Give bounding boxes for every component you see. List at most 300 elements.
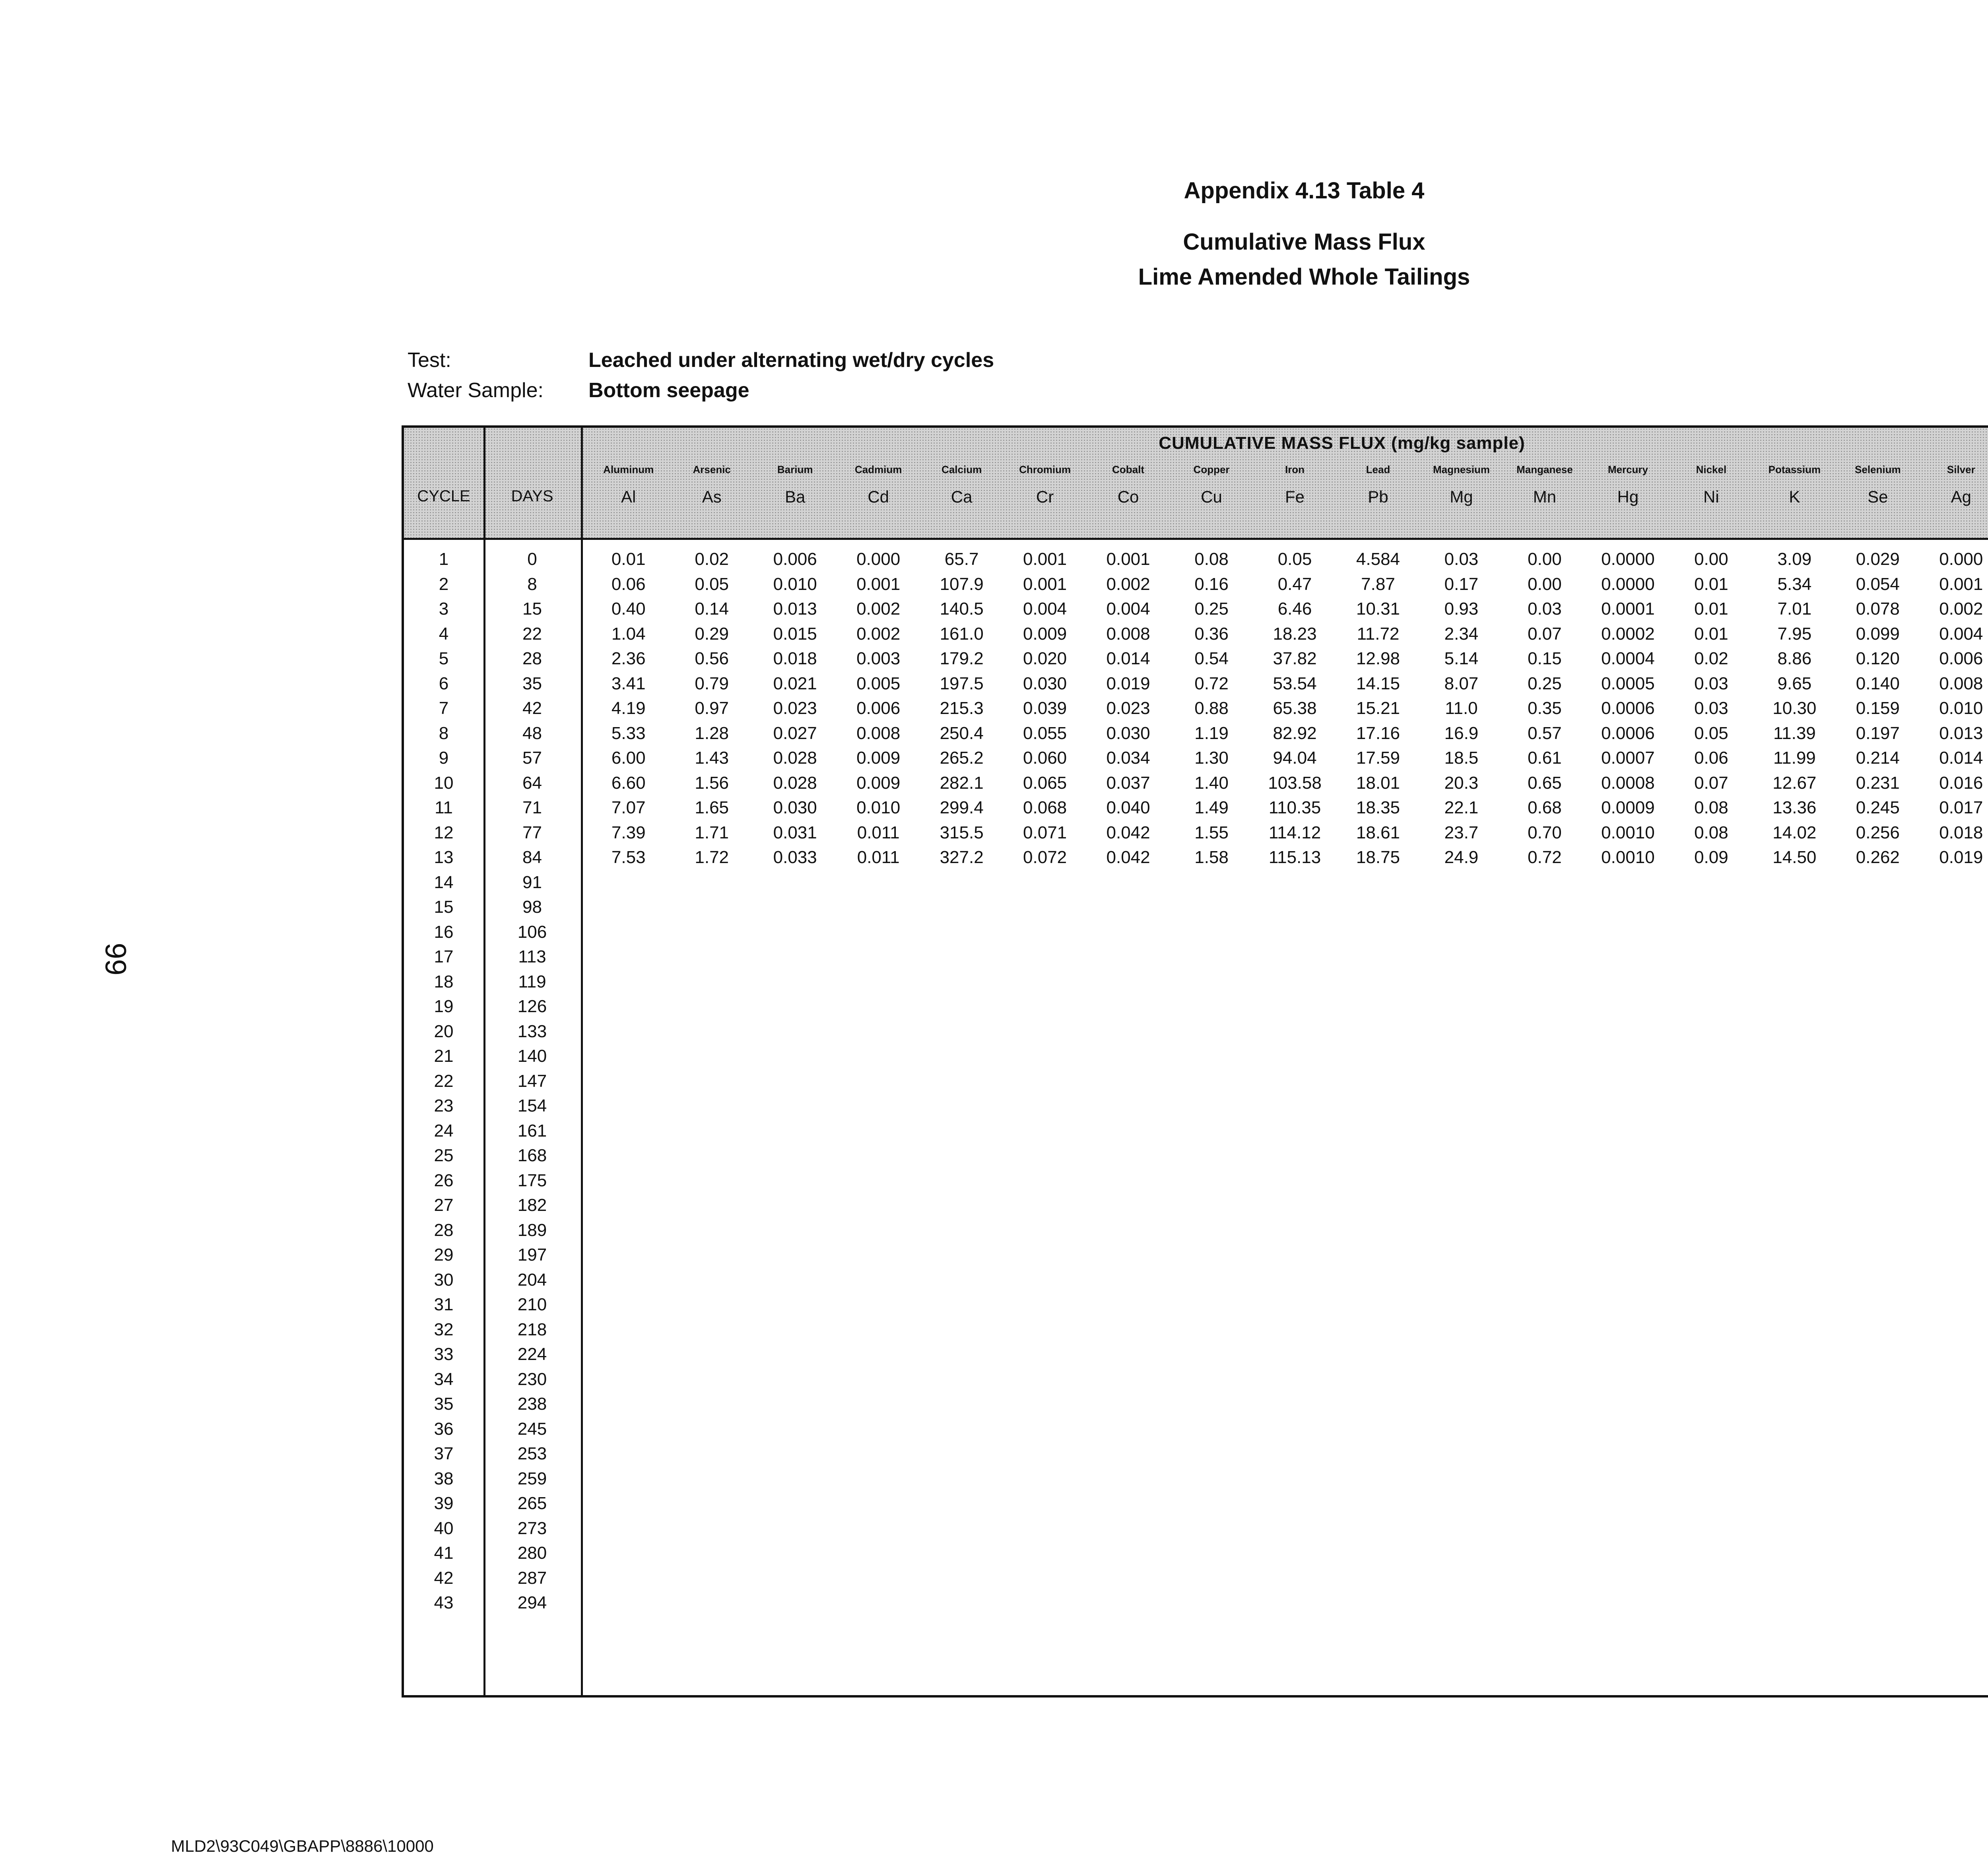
value-cell: 250.4 — [940, 723, 984, 743]
value-cell: 0.002 — [1939, 599, 1983, 619]
days-cell: 224 — [517, 1344, 547, 1364]
value-cell: 0.0008 — [1601, 773, 1655, 793]
cycle-cell: 6 — [439, 673, 449, 693]
value-cell: 18.5 — [1444, 748, 1479, 768]
cycle-cell: 14 — [434, 872, 454, 892]
cycle-cell: 33 — [434, 1344, 454, 1364]
element-name: Magnesium — [1433, 464, 1490, 475]
cycle-cell: 8 — [439, 723, 449, 743]
value-cell: 1.30 — [1194, 748, 1229, 768]
table-subtitle-1: Cumulative Mass Flux — [1183, 229, 1425, 255]
value-cell: 0.071 — [1023, 823, 1067, 842]
cycle-cell: 20 — [434, 1021, 454, 1041]
value-cell: 0.06 — [1694, 748, 1728, 768]
value-cell: 0.019 — [1939, 848, 1983, 867]
value-cell: 0.078 — [1856, 599, 1900, 619]
value-cell: 0.40 — [611, 599, 646, 619]
element-symbol: Hg — [1617, 487, 1639, 506]
value-cell: 0.002 — [1106, 574, 1150, 594]
value-cell: 0.027 — [773, 723, 817, 743]
value-cell: 327.2 — [940, 848, 984, 867]
element-name: Nickel — [1696, 464, 1727, 475]
value-cell: 0.0010 — [1601, 848, 1655, 867]
value-cell: 0.004 — [1106, 599, 1150, 619]
days-cell: 182 — [517, 1195, 547, 1215]
value-cell: 0.06 — [611, 574, 646, 594]
value-cell: 10.30 — [1773, 698, 1817, 718]
value-cell: 0.099 — [1856, 624, 1900, 644]
value-cell: 1.55 — [1194, 823, 1229, 842]
water-sample-label: Water Sample: — [408, 379, 544, 402]
element-symbol: Co — [1117, 487, 1139, 506]
value-cell: 0.014 — [1939, 748, 1983, 768]
value-cell: 0.068 — [1023, 798, 1067, 817]
element-name: Silver — [1947, 464, 1975, 475]
cycle-cell: 43 — [434, 1593, 454, 1612]
cycle-cell: 5 — [439, 649, 449, 668]
days-cell: 210 — [517, 1295, 547, 1314]
value-cell: 0.031 — [773, 823, 817, 842]
value-cell: 7.01 — [1777, 599, 1812, 619]
value-cell: 0.16 — [1194, 574, 1229, 594]
value-cell: 0.245 — [1856, 798, 1900, 817]
value-cell: 7.87 — [1361, 574, 1395, 594]
value-cell: 11.0 — [1445, 698, 1478, 718]
value-cell: 0.065 — [1023, 773, 1067, 793]
value-cell: 1.58 — [1194, 848, 1229, 867]
element-name: Manganese — [1516, 464, 1573, 475]
value-cell: 8.86 — [1777, 649, 1812, 668]
value-cell: 65.7 — [944, 549, 979, 569]
days-cell: 133 — [517, 1021, 547, 1041]
cycle-cell: 38 — [434, 1469, 454, 1488]
days-cell: 8 — [527, 574, 537, 594]
element-name: Mercury — [1607, 464, 1648, 475]
days-cell: 168 — [517, 1146, 547, 1165]
element-header — [1170, 428, 1253, 538]
value-cell: 0.001 — [1023, 549, 1067, 569]
element-header — [1336, 428, 1419, 538]
value-cell: 65.38 — [1273, 698, 1317, 718]
cycle-cell: 2 — [439, 574, 449, 594]
cycle-cell: 3 — [439, 599, 449, 619]
cycle-cell: 36 — [434, 1419, 454, 1439]
days-cell: 259 — [517, 1469, 547, 1488]
days-cell: 48 — [522, 723, 542, 743]
value-cell: 0.013 — [1939, 723, 1983, 743]
document-code: MLD2\93C049\GBAPP\8886\10000 — [171, 1837, 434, 1855]
cycle-cell: 23 — [434, 1096, 454, 1116]
value-cell: 0.002 — [856, 624, 901, 644]
cycle-cell: 35 — [434, 1394, 454, 1414]
element-name: Chromium — [1019, 464, 1071, 475]
value-cell: 0.072 — [1023, 848, 1067, 867]
value-cell: 0.09 — [1694, 848, 1728, 867]
element-header — [837, 428, 920, 538]
value-cell: 0.0006 — [1601, 723, 1655, 743]
value-cell: 179.2 — [940, 649, 984, 668]
days-cell: 245 — [517, 1419, 547, 1439]
days-cell: 294 — [517, 1593, 547, 1612]
value-cell: 0.029 — [1856, 549, 1900, 569]
value-cell: 4.19 — [611, 698, 646, 718]
value-cell: 0.72 — [1528, 848, 1562, 867]
value-cell: 5.33 — [611, 723, 646, 743]
group-header: CUMULATIVE MASS FLUX (mg/kg sample) — [1159, 433, 1525, 453]
element-name: Barium — [777, 464, 813, 475]
value-cell: 0.011 — [857, 848, 900, 867]
days-cell: 15 — [522, 599, 542, 619]
value-cell: 0.042 — [1106, 848, 1150, 867]
value-cell: 0.002 — [856, 599, 901, 619]
value-cell: 7.95 — [1777, 624, 1812, 644]
element-symbol: Mn — [1533, 487, 1557, 506]
cycle-cell: 10 — [434, 773, 454, 793]
value-cell: 1.28 — [695, 723, 729, 743]
value-cell: 0.03 — [1444, 549, 1479, 569]
cycle-cell: 29 — [434, 1245, 454, 1265]
element-symbol: Pb — [1368, 487, 1388, 506]
days-cell: 175 — [517, 1170, 547, 1190]
days-cell: 147 — [517, 1071, 547, 1091]
element-name: Cobalt — [1112, 464, 1144, 475]
value-cell: 0.006 — [773, 549, 817, 569]
element-header — [920, 428, 1003, 538]
value-cell: 14.15 — [1356, 673, 1400, 693]
value-cell: 0.016 — [1939, 773, 1983, 793]
days-cell: 0 — [527, 549, 537, 569]
value-cell: 0.023 — [1106, 698, 1150, 718]
value-cell: 0.0009 — [1601, 798, 1655, 817]
value-cell: 0.060 — [1023, 748, 1067, 768]
value-cell: 1.56 — [695, 773, 729, 793]
days-cell: 140 — [517, 1046, 547, 1066]
cycle-cell: 15 — [434, 897, 454, 917]
value-cell: 103.58 — [1268, 773, 1322, 793]
value-cell: 197.5 — [940, 673, 984, 693]
value-cell: 0.01 — [611, 549, 646, 569]
value-cell: 0.02 — [1694, 649, 1728, 668]
days-cell: 280 — [517, 1543, 547, 1563]
value-cell: 0.159 — [1856, 698, 1900, 718]
value-cell: 0.01 — [1694, 624, 1728, 644]
value-cell: 0.214 — [1856, 748, 1900, 768]
value-cell: 5.14 — [1444, 649, 1479, 668]
value-cell: 82.92 — [1273, 723, 1317, 743]
cycle-cell: 31 — [434, 1295, 454, 1314]
cycle-cell: 25 — [434, 1146, 454, 1165]
cycle-cell: 40 — [434, 1518, 454, 1538]
value-cell: 0.001 — [1106, 549, 1150, 569]
value-cell: 17.59 — [1356, 748, 1400, 768]
value-cell: 0.0007 — [1601, 748, 1655, 768]
document-titles — [0, 177, 1988, 295]
cycle-cell: 9 — [439, 748, 449, 768]
value-cell: 0.57 — [1528, 723, 1562, 743]
value-cell: 0.01 — [1694, 599, 1728, 619]
days-cell: 273 — [517, 1518, 547, 1538]
value-cell: 24.9 — [1444, 848, 1479, 867]
value-cell: 7.39 — [611, 823, 646, 842]
value-cell: 20.3 — [1444, 773, 1479, 793]
cycle-cell: 1 — [439, 549, 449, 569]
element-name: Aluminum — [603, 464, 654, 475]
value-cell: 0.120 — [1856, 649, 1900, 668]
value-cell: 1.71 — [695, 823, 729, 842]
value-cell: 14.02 — [1773, 823, 1817, 842]
value-cell: 0.00 — [1694, 549, 1728, 569]
table-subtitle-2: Lime Amended Whole Tailings — [1138, 264, 1470, 290]
value-cell: 9.65 — [1777, 673, 1812, 693]
element-symbol: K — [1789, 487, 1800, 506]
days-cell: 113 — [518, 947, 546, 966]
value-cell: 0.0000 — [1601, 549, 1655, 569]
value-cell: 0.014 — [1106, 649, 1150, 668]
value-cell: 3.09 — [1777, 549, 1812, 569]
value-cell: 1.40 — [1194, 773, 1229, 793]
days-cell: 91 — [522, 872, 542, 892]
value-cell: 13.36 — [1773, 798, 1817, 817]
days-cell: 42 — [522, 698, 542, 718]
value-cell: 0.021 — [773, 673, 817, 693]
value-cell: 0.15 — [1528, 649, 1562, 668]
test-label: Test: — [408, 349, 451, 372]
value-cell: 107.9 — [940, 574, 984, 594]
value-cell: 0.037 — [1106, 773, 1150, 793]
days-cell: 189 — [517, 1220, 547, 1240]
value-cell: 8.07 — [1444, 673, 1479, 693]
value-cell: 0.020 — [1023, 649, 1067, 668]
days-cell: 64 — [522, 773, 542, 793]
element-header — [1753, 428, 1836, 538]
value-cell: 7.53 — [611, 848, 646, 867]
value-cell: 0.028 — [773, 748, 817, 768]
value-cell: 12.98 — [1356, 649, 1400, 668]
days-cell: 98 — [522, 897, 542, 917]
value-cell: 0.006 — [1939, 649, 1983, 668]
value-cell: 0.14 — [695, 599, 729, 619]
test-metadata — [408, 345, 994, 405]
element-header — [1253, 428, 1336, 538]
value-cell: 23.7 — [1444, 823, 1479, 842]
value-cell: 1.72 — [695, 848, 729, 867]
value-cell: 0.009 — [856, 773, 901, 793]
days-cell: 77 — [522, 823, 542, 842]
cycle-cell: 18 — [434, 972, 454, 991]
cycle-cell: 7 — [439, 698, 449, 718]
value-cell: 161.0 — [940, 624, 984, 644]
days-cell: 57 — [522, 748, 542, 768]
element-symbol: Cr — [1036, 487, 1054, 506]
days-cell: 154 — [517, 1096, 547, 1116]
value-cell: 0.0002 — [1601, 624, 1655, 644]
column-divider — [581, 428, 583, 1695]
value-cell: 282.1 — [940, 773, 984, 793]
value-cell: 0.0001 — [1601, 599, 1655, 619]
value-cell: 0.009 — [856, 748, 901, 768]
cycle-cell: 22 — [434, 1071, 454, 1091]
value-cell: 0.0005 — [1601, 673, 1655, 693]
value-cell: 94.04 — [1273, 748, 1317, 768]
value-cell: 0.03 — [1694, 673, 1728, 693]
days-cell: 22 — [522, 624, 542, 644]
value-cell: 0.00 — [1528, 574, 1562, 594]
element-header — [1670, 428, 1753, 538]
value-cell: 0.017 — [1939, 798, 1983, 817]
value-cell: 0.36 — [1194, 624, 1229, 644]
appendix-title: Appendix 4.13 Table 4 — [1184, 178, 1425, 204]
value-cell: 0.000 — [856, 549, 901, 569]
value-cell: 0.197 — [1856, 723, 1900, 743]
element-symbol: Cu — [1201, 487, 1222, 506]
value-cell: 0.033 — [773, 848, 817, 867]
value-cell: 0.004 — [1023, 599, 1067, 619]
element-header — [670, 428, 753, 538]
value-cell: 1.04 — [611, 624, 646, 644]
value-cell: 215.3 — [940, 698, 984, 718]
value-cell: 0.0006 — [1601, 698, 1655, 718]
days-cell: 253 — [517, 1444, 547, 1463]
value-cell: 0.034 — [1106, 748, 1150, 768]
value-cell: 0.79 — [695, 673, 729, 693]
value-cell: 18.01 — [1356, 773, 1400, 793]
page-number: 99 — [99, 943, 132, 976]
value-cell: 18.75 — [1356, 848, 1400, 867]
element-symbol: Se — [1868, 487, 1888, 506]
value-cell: 18.35 — [1356, 798, 1400, 817]
value-cell: 0.07 — [1694, 773, 1728, 793]
cycle-cell: 21 — [434, 1046, 454, 1066]
value-cell: 0.006 — [856, 698, 901, 718]
cycle-cell: 30 — [434, 1270, 454, 1290]
element-name: Cadmium — [854, 464, 902, 475]
value-cell: 0.001 — [1939, 574, 1983, 594]
element-name: Calcium — [942, 464, 982, 475]
value-cell: 0.65 — [1528, 773, 1562, 793]
value-cell: 0.08 — [1694, 798, 1728, 817]
cycle-cell: 42 — [434, 1568, 454, 1588]
value-cell: 0.61 — [1528, 748, 1562, 768]
value-cell: 15.21 — [1356, 698, 1400, 718]
value-cell: 0.07 — [1528, 624, 1562, 644]
value-cell: 0.0004 — [1601, 649, 1655, 668]
value-cell: 0.003 — [856, 649, 901, 668]
test-value: Leached under alternating wet/dry cycles — [588, 349, 994, 372]
value-cell: 0.35 — [1528, 698, 1562, 718]
value-cell: 18.61 — [1356, 823, 1400, 842]
value-cell: 0.231 — [1856, 773, 1900, 793]
element-symbol: Ba — [784, 487, 806, 506]
value-cell: 0.010 — [773, 574, 817, 594]
value-cell: 11.39 — [1773, 723, 1816, 743]
value-cell: 0.140 — [1856, 673, 1900, 693]
value-cell: 37.82 — [1273, 649, 1317, 668]
days-cell: 106 — [517, 922, 547, 942]
cycle-cell: 32 — [434, 1319, 454, 1339]
value-cell: 7.07 — [611, 798, 646, 817]
days-cell: 218 — [517, 1319, 547, 1339]
days-cell: 119 — [518, 972, 546, 991]
value-cell: 0.008 — [1939, 673, 1983, 693]
cycle-cell: 39 — [434, 1494, 454, 1513]
element-symbol: Ca — [951, 487, 973, 506]
value-cell: 0.03 — [1528, 599, 1562, 619]
value-cell: 0.019 — [1106, 673, 1150, 693]
cycle-cell: 19 — [434, 997, 454, 1016]
value-cell: 0.023 — [773, 698, 817, 718]
value-cell: 0.010 — [1939, 698, 1983, 718]
value-cell: 18.23 — [1273, 624, 1317, 644]
value-cell: 53.54 — [1273, 673, 1317, 693]
element-symbol: Al — [621, 487, 636, 506]
mass-flux-table — [402, 425, 1988, 1698]
value-cell: 0.040 — [1106, 798, 1150, 817]
value-cell: 0.256 — [1856, 823, 1900, 842]
element-header — [1836, 428, 1919, 538]
cycle-cell: 13 — [434, 848, 454, 867]
cycle-cell: 16 — [434, 922, 454, 942]
cycle-cell: 17 — [434, 947, 454, 966]
value-cell: 1.43 — [695, 748, 729, 768]
value-cell: 0.001 — [856, 574, 901, 594]
value-cell: 0.015 — [773, 624, 817, 644]
cycle-cell: 28 — [434, 1220, 454, 1240]
value-cell: 0.055 — [1023, 723, 1067, 743]
value-cell: 6.60 — [611, 773, 646, 793]
value-cell: 0.97 — [695, 698, 729, 718]
element-header — [1420, 428, 1503, 538]
element-symbol: As — [702, 487, 722, 506]
days-cell: 230 — [517, 1369, 547, 1389]
value-cell: 0.010 — [856, 798, 901, 817]
value-cell: 5.34 — [1777, 574, 1812, 594]
days-cell: 204 — [517, 1270, 547, 1290]
element-name: Selenium — [1855, 464, 1901, 475]
value-cell: 0.030 — [1106, 723, 1150, 743]
value-cell: 0.028 — [773, 773, 817, 793]
value-cell: 0.02 — [695, 549, 729, 569]
value-cell: 0.17 — [1444, 574, 1479, 594]
value-cell: 315.5 — [940, 823, 984, 842]
value-cell: 16.9 — [1444, 723, 1479, 743]
value-cell: 22.1 — [1444, 798, 1479, 817]
element-name: Potassium — [1768, 464, 1821, 475]
cycle-header: CYCLE — [417, 487, 470, 505]
element-name: Iron — [1285, 464, 1305, 475]
value-cell: 0.011 — [857, 823, 900, 842]
days-cell: 238 — [517, 1394, 547, 1414]
element-symbol: Fe — [1285, 487, 1305, 506]
value-cell: 299.4 — [940, 798, 984, 817]
element-symbol: Mg — [1450, 487, 1473, 506]
value-cell: 14.50 — [1773, 848, 1817, 867]
value-cell: 0.93 — [1444, 599, 1479, 619]
value-cell: 0.030 — [773, 798, 817, 817]
days-cell: 28 — [522, 649, 542, 668]
value-cell: 0.054 — [1856, 574, 1900, 594]
value-cell: 0.72 — [1194, 673, 1229, 693]
value-cell: 10.31 — [1356, 599, 1400, 619]
value-cell: 0.0010 — [1601, 823, 1655, 842]
value-cell: 0.018 — [773, 649, 817, 668]
value-cell: 0.70 — [1528, 823, 1562, 842]
value-cell: 140.5 — [940, 599, 984, 619]
days-cell: 265 — [517, 1494, 547, 1513]
value-cell: 0.008 — [856, 723, 901, 743]
days-cell: 197 — [517, 1245, 547, 1265]
cycle-cell: 37 — [434, 1444, 454, 1463]
days-cell: 35 — [522, 673, 542, 693]
